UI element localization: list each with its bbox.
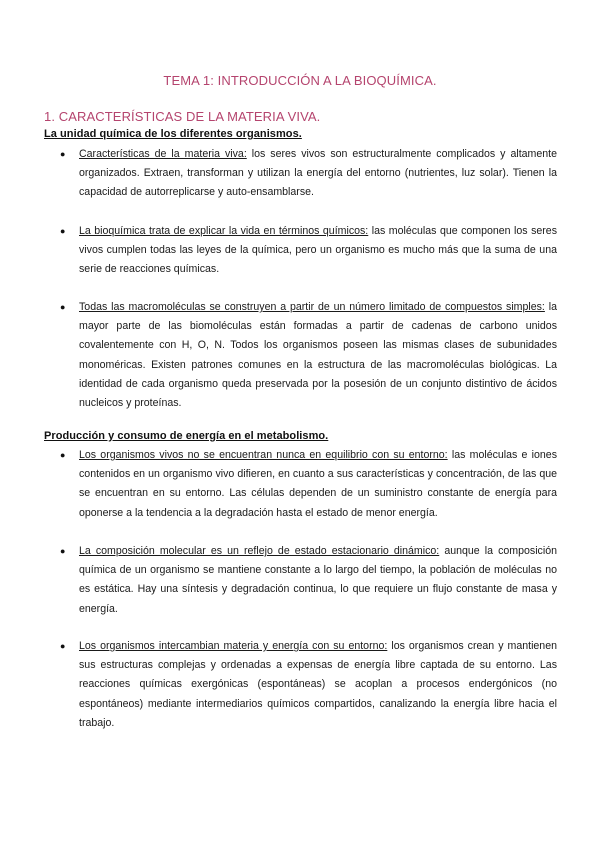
bullet-icon: ● xyxy=(60,450,66,460)
bullet-lead: Los organismos vivos no se encuentran nunca en equilibrio con su entorno: xyxy=(79,449,448,461)
subsection-heading-chemical-unity: La unidad química de los diferentes organismos. xyxy=(44,128,302,140)
bullet-text xyxy=(79,298,557,413)
document-title: TEMA 1: INTRODUCCIÓN A LA BIOQUÍMICA. xyxy=(163,73,437,88)
bullet-icon: ● xyxy=(60,641,66,651)
bullet-lead: Características de la materia viva: xyxy=(79,148,247,160)
bullet-lead: Todas las macromoléculas se construyen a partir de un número limitado de compuestos simples: xyxy=(79,301,545,313)
bullet-lead: Los organismos intercambian materia y energía con su entorno: xyxy=(79,640,388,652)
bullet-text xyxy=(79,222,557,280)
bullet-body: las moléculas que componen los seres vivos cumplen todas las leyes de la química, pero un organismo es mucho más que la suma de una serie de reacciones químicas. xyxy=(79,225,557,276)
list-item xyxy=(60,298,557,413)
list-item xyxy=(60,637,557,733)
bullet-icon: ● xyxy=(60,302,66,312)
bullet-text xyxy=(79,542,557,619)
bullet-body: los seres vivos son estructuralmente complicados y altamente organizados. Extraen, transforman y utilizan la energía del entorno (nutrientes, luz solar). Tienen la capacidad de autorreplicarse y auto-ensamblarse. xyxy=(79,148,557,199)
list-item xyxy=(60,446,557,523)
list-item xyxy=(60,145,557,203)
list-item xyxy=(60,222,557,280)
bullet-lead: La composición molecular es un reflejo de estado estacionario dinámico: xyxy=(79,545,440,557)
section-heading: 1. CARACTERÍSTICAS DE LA MATERIA VIVA. xyxy=(44,109,321,124)
bullet-text xyxy=(79,637,557,733)
bullet-body: las moléculas e iones contenidos en un organismo vivo difieren, en cuanto a sus características y concentración, de las que se encuentran en su entorno. Las células dependen de un suministro constante de energía para oponerse a la tendencia a la degradación hasta el estado de menor energía. xyxy=(79,449,557,519)
bullet-body: la mayor parte de las biomoléculas están formadas a partir de cadenas de carbono unidos covalentemente con H, O, N. Todos los organismos poseen las mismas clases de subunidades monoméricas. Existen patrones comunes en la estructura de las macromoléculas biológicas. La identidad de cada organismo queda preservada por la posesión de un conjunto distintivo de ácidos nucleicos y proteínas. xyxy=(79,301,557,410)
subsection-heading-energy-metabolism: Producción y consumo de energía en el metabolismo. xyxy=(44,430,329,442)
bullet-text xyxy=(79,446,557,523)
list-item xyxy=(60,542,557,619)
bullet-lead: La bioquímica trata de explicar la vida en términos químicos: xyxy=(79,225,369,237)
bullet-body: aunque la composición química de un organismo se mantiene constante a lo largo del tiempo, la población de moléculas no es estática. Hay una síntesis y degradación continua, lo que requiere un flujo constante de masa y energía. xyxy=(79,545,557,615)
bullet-icon: ● xyxy=(60,149,66,159)
bullet-icon: ● xyxy=(60,546,66,556)
bullet-icon: ● xyxy=(60,226,66,236)
bullet-text xyxy=(79,145,557,203)
bullet-body: los organismos crean y mantienen sus estructuras complejas y ordenadas a expensas de energía libre captada de su entorno. Las reacciones químicas exergónicas (espontáneas) se acoplan a procesos endergónicos (no espontáneos) mediante intermediarios químicos compartidos, canalizando la energía libre hacia el trabajo. xyxy=(79,640,557,729)
